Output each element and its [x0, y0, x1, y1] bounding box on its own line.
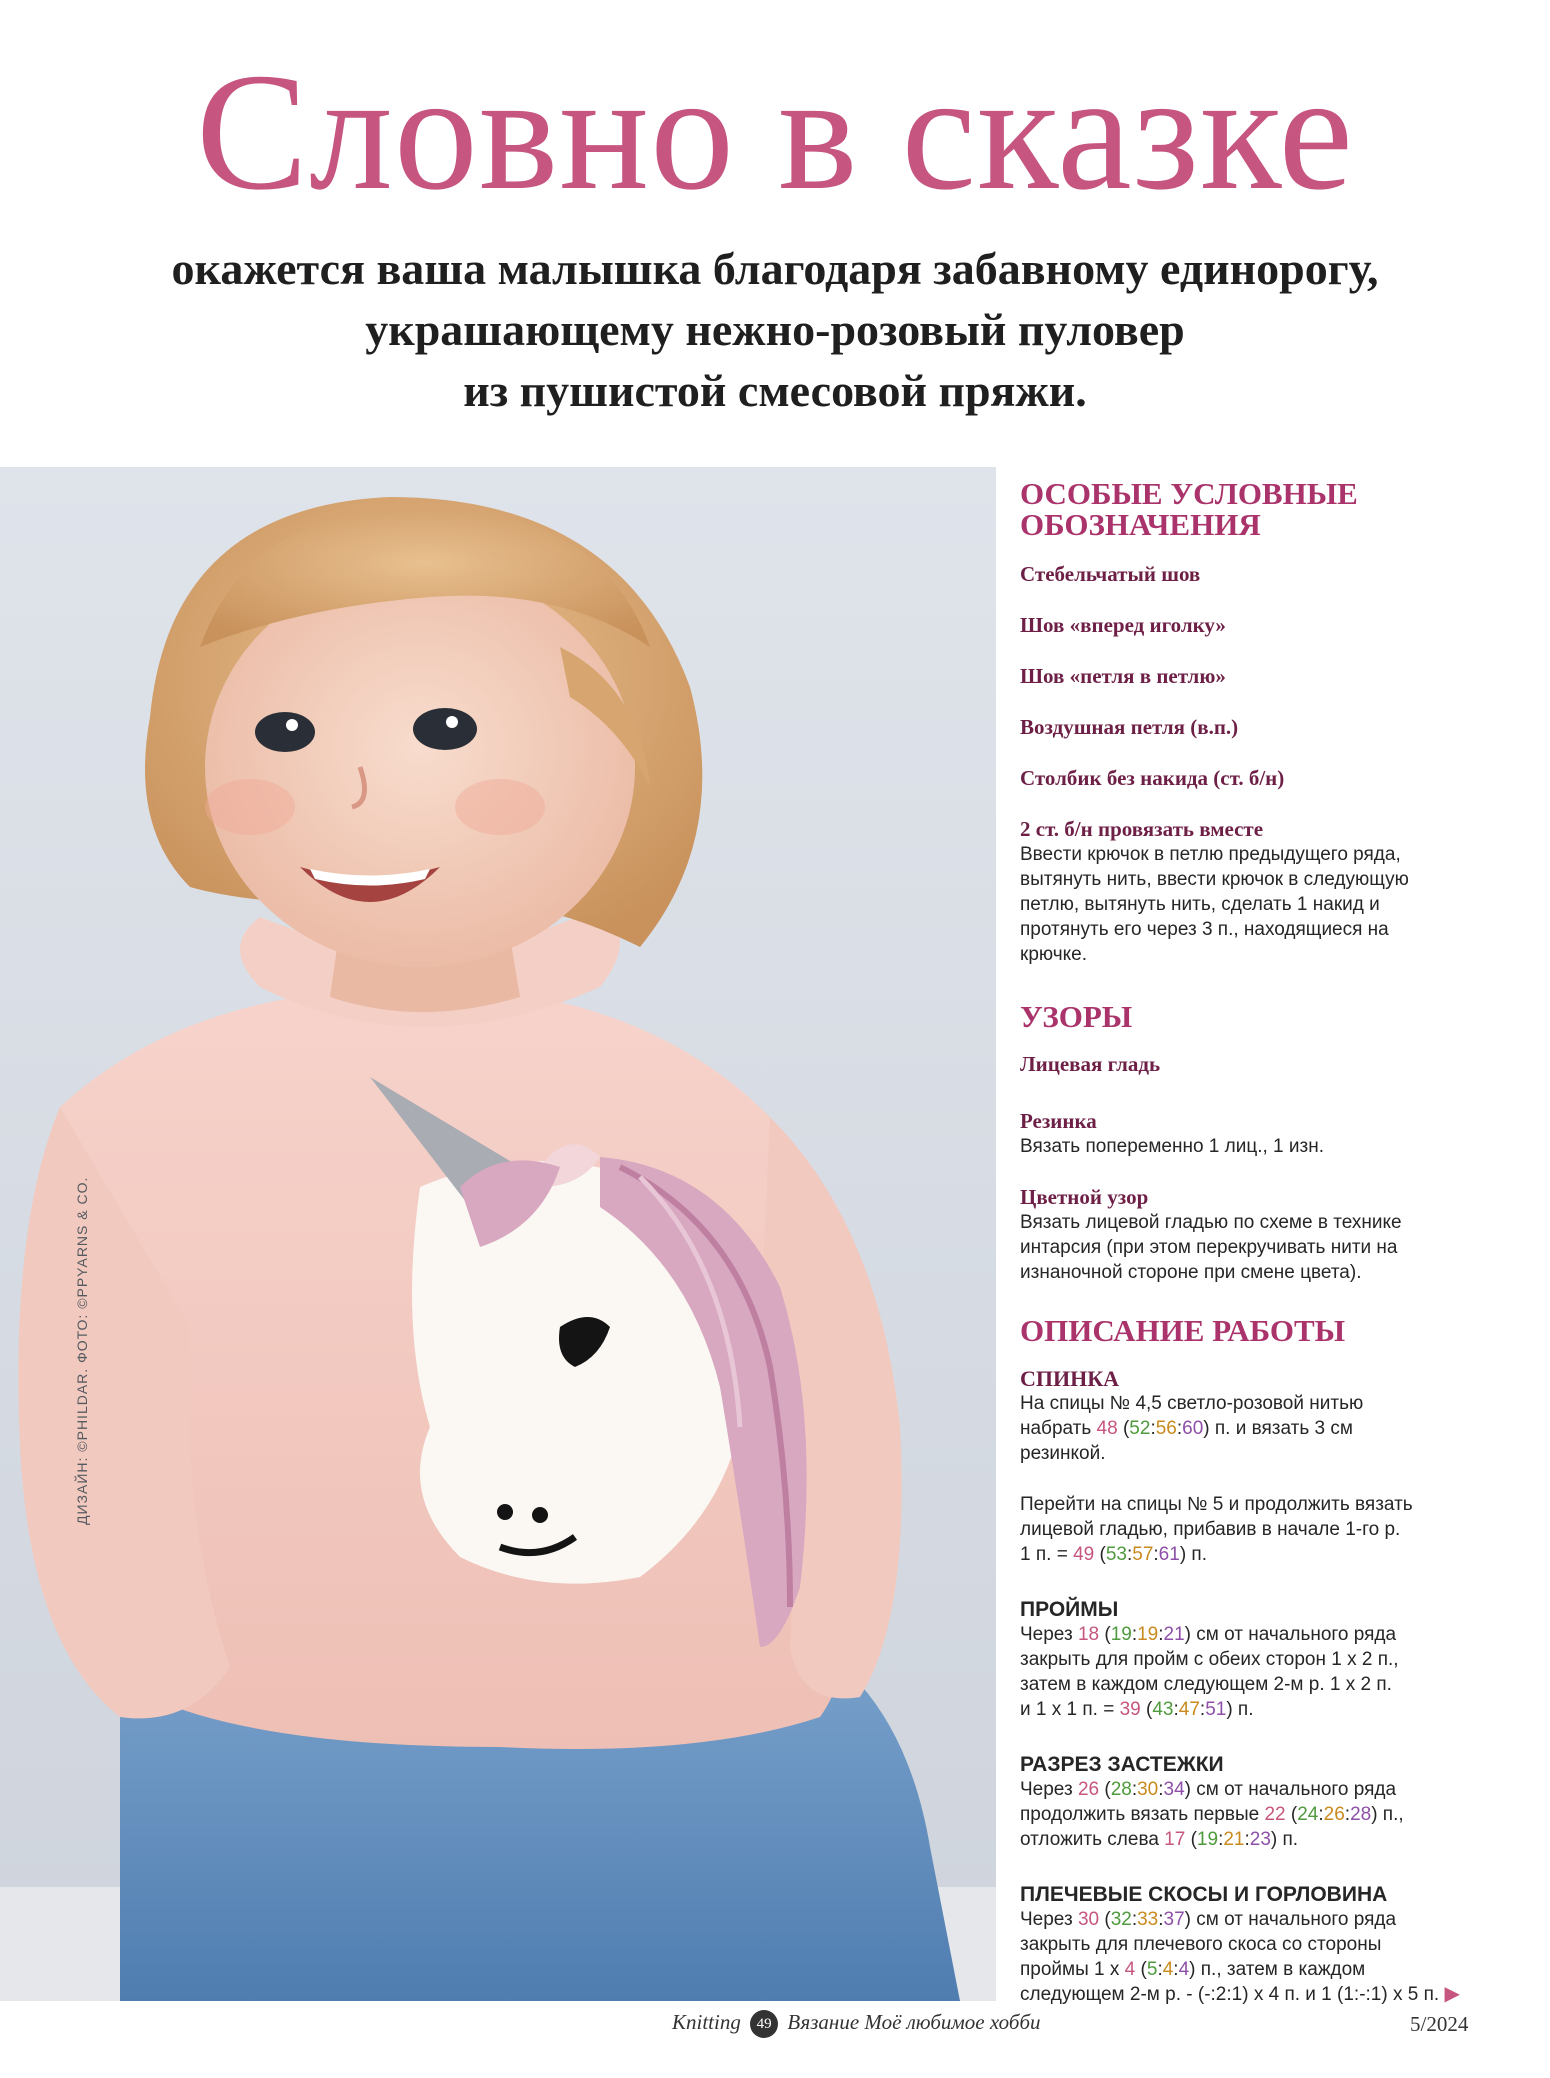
symbols-heading-line: ОСОБЫЕ УСЛОВНЫЕ: [1020, 476, 1358, 511]
size-value: 57: [1132, 1544, 1154, 1565]
size-value: 19: [1110, 1624, 1132, 1645]
photo-credit: ДИЗАЙН: ©PHILDAR. ФОТО: ©PPYARNS & CO.: [74, 1176, 90, 1525]
size-value: 5: [1146, 1959, 1158, 1980]
text-run: проймы 1 х: [1020, 1959, 1125, 1980]
footer-magazine: Вязание Моё любимое хобби: [787, 2010, 1041, 2034]
text-line: набрать 48 (52:56:60) п. и вязать 3 см: [1020, 1418, 1353, 1439]
size-value: 51: [1205, 1699, 1227, 1720]
text-run: следующем 2-м р. - (-:2:1) х 4 п. и 1 (1:-:1) х 5 п.: [1020, 1984, 1440, 2005]
symbol-combo-text: [1020, 842, 1520, 967]
text-line: отложить слева 17 (19:21:23) п.: [1020, 1829, 1299, 1850]
text-line: На спицы № 4,5 светло-розовой нитью: [1020, 1393, 1364, 1414]
text-line: закрыть для пройм с обеих сторон 1 х 2 п.,: [1020, 1649, 1399, 1670]
text-run: ) п.: [1226, 1699, 1254, 1720]
text-line: петлю, вытянуть нить, сделать 1 накид и: [1020, 894, 1380, 915]
text-run: ) п., затем в каждом: [1189, 1959, 1366, 1980]
slit-text: [1020, 1777, 1520, 1852]
text-line: затем в каждом следующем 2-м р. 1 х 2 п.: [1020, 1674, 1392, 1695]
pattern-stockinette: Лицевая гладь: [1020, 1052, 1161, 1076]
text-run: отложить слева: [1020, 1829, 1165, 1850]
text-line: 1 п. = 49 (53:57:61) п.: [1020, 1544, 1207, 1565]
text-line: Через 30 (32:33:37) см от начального ряда: [1020, 1909, 1397, 1930]
text-line: Через 26 (28:30:34) см от начального ряда: [1020, 1779, 1397, 1800]
text-line: вытянуть нить, ввести крючок в следующую: [1020, 869, 1409, 890]
size-value: 56: [1155, 1418, 1177, 1439]
text-line: и 1 х 1 п. = 39 (43:47:51) п.: [1020, 1699, 1254, 1720]
issue-number: 5/2024: [1410, 2012, 1469, 2036]
text-run: набрать: [1020, 1418, 1097, 1439]
page-number: 49: [750, 2010, 778, 2038]
armhole-text: [1020, 1622, 1520, 1722]
text-line: Вязать лицевой гладью по схеме в технике: [1020, 1212, 1402, 1233]
back-title: СПИНКА: [1020, 1366, 1120, 1391]
page-footer: [672, 2010, 1452, 2040]
symbol-item: Воздушная петля (в.п.): [1020, 715, 1239, 739]
size-value: 52: [1129, 1418, 1151, 1439]
size-value: 32: [1110, 1909, 1132, 1930]
symbols-heading-line: ОБОЗНАЧЕНИЯ: [1020, 507, 1261, 542]
size-value: 39: [1119, 1699, 1141, 1720]
symbols-heading: [1020, 478, 1520, 540]
text-line: изнаночной стороне при смене цвета).: [1020, 1262, 1362, 1283]
pattern-color-text: [1020, 1210, 1520, 1285]
symbol-item: Столбик без накида (ст. б/н): [1020, 766, 1285, 790]
subtitle-line: из пушистой смесовой пряжи.: [463, 365, 1087, 416]
patterns-heading: УЗОРЫ: [1020, 999, 1133, 1034]
pattern-rib-title: Резинка: [1020, 1109, 1097, 1133]
child-photo: [0, 467, 996, 2001]
size-value: 21: [1163, 1624, 1185, 1645]
text-line: резинкой.: [1020, 1443, 1106, 1464]
continue-arrow-icon: ▶: [1444, 1983, 1460, 2005]
text-run: 1 п. =: [1020, 1544, 1074, 1565]
size-value: 53: [1105, 1544, 1127, 1565]
size-value: 4: [1178, 1959, 1190, 1980]
size-value: 37: [1163, 1909, 1185, 1930]
size-value: 19: [1196, 1829, 1219, 1850]
pattern-rib-text: Вязать попеременно 1 лиц., 1 изн.: [1020, 1136, 1324, 1157]
subtitle: [0, 238, 1550, 421]
text-run: ) п.,: [1371, 1804, 1404, 1825]
size-value: 28: [1110, 1779, 1132, 1800]
shoulder-title: ПЛЕЧЕВЫЕ СКОСЫ И ГОРЛОВИНА: [1020, 1883, 1388, 1906]
armhole-title: ПРОЙМЫ: [1020, 1598, 1119, 1621]
text-run: и 1 х 1 п. =: [1020, 1699, 1120, 1720]
text-line: продолжить вязать первые 22 (24:26:28) п.,: [1020, 1804, 1404, 1825]
text-run: ) п. и вязать 3 см: [1203, 1418, 1353, 1439]
text-line: крючке.: [1020, 944, 1087, 965]
text-line: лицевой гладью, прибавив в начале 1-го р.: [1020, 1519, 1401, 1540]
size-value: 30: [1077, 1909, 1100, 1930]
size-value: 43: [1152, 1699, 1174, 1720]
size-value: 22: [1264, 1804, 1286, 1825]
text-run: ) см от начального ряда: [1184, 1909, 1397, 1930]
text-line: закрыть для плечевого скоса со стороны: [1020, 1934, 1382, 1955]
text-line: Ввести крючок в петлю предыдущего ряда,: [1020, 844, 1401, 865]
size-value: 33: [1137, 1909, 1159, 1930]
size-value: 30: [1137, 1779, 1159, 1800]
size-value: 49: [1073, 1544, 1095, 1565]
description-heading: ОПИСАНИЕ РАБОТЫ: [1020, 1313, 1346, 1348]
size-value: 21: [1223, 1829, 1245, 1850]
symbol-item: Стебельчатый шов: [1020, 562, 1201, 586]
text-line: [1020, 1982, 1520, 2007]
size-value: 28: [1350, 1804, 1372, 1825]
child-in-unicorn-sweater-illustration: [0, 467, 996, 2001]
text-run: ) п.: [1179, 1544, 1207, 1565]
size-value: 18: [1077, 1624, 1100, 1645]
subtitle-line: окажется ваша малышка благодаря забавному единорогу,: [171, 243, 1379, 294]
text-line: протянуть его через 3 п., находящиеся на: [1020, 919, 1389, 940]
size-value: 4: [1162, 1959, 1174, 1980]
slit-title: РАЗРЕЗ ЗАСТЕЖКИ: [1020, 1753, 1224, 1776]
instructions-column: [1020, 478, 1520, 2007]
text-line: интарсия (при этом перекручивать нити на: [1020, 1237, 1398, 1258]
text-run: ) п.: [1270, 1829, 1299, 1850]
size-value: 23: [1249, 1829, 1271, 1850]
back-paragraph-2: [1020, 1492, 1520, 1567]
size-value: 24: [1297, 1804, 1319, 1825]
text-run: Через: [1020, 1624, 1078, 1645]
text-run: ) см от начального ряда: [1184, 1779, 1397, 1800]
pattern-color-title: Цветной узор: [1020, 1185, 1149, 1209]
size-value: 4: [1124, 1959, 1136, 1980]
size-value: 61: [1158, 1544, 1180, 1565]
text-line: проймы 1 х 4 (5:4:4) п., затем в каждом: [1020, 1959, 1366, 1980]
page-title: Словно в сказке: [195, 39, 1355, 225]
text-run: ) см от начального ряда: [1184, 1624, 1397, 1645]
text-run: Через: [1020, 1779, 1078, 1800]
size-value: 60: [1182, 1418, 1204, 1439]
subtitle-line: украшающему нежно-розовый пуловер: [365, 304, 1185, 355]
size-value: 19: [1137, 1624, 1159, 1645]
size-value: 26: [1323, 1804, 1345, 1825]
size-value: 47: [1178, 1699, 1200, 1720]
text-line: Перейти на спицы № 5 и продолжить вязать: [1020, 1494, 1413, 1515]
text-line: Через 18 (19:19:21) см от начального ряда: [1020, 1624, 1397, 1645]
size-value: 48: [1096, 1418, 1118, 1439]
text-run: Через: [1020, 1909, 1078, 1930]
shoulder-text: [1020, 1907, 1520, 2007]
text-run: продолжить вязать первые: [1020, 1804, 1265, 1825]
size-value: 17: [1164, 1829, 1186, 1850]
symbol-item: Шов «петля в петлю»: [1020, 664, 1226, 688]
size-value: 26: [1077, 1779, 1100, 1800]
footer-brand: Knitting: [672, 2010, 741, 2034]
back-paragraph-1: [1020, 1391, 1520, 1466]
size-value: 34: [1163, 1779, 1185, 1800]
symbol-combo-title: 2 ст. б/н провязать вместе: [1020, 817, 1264, 841]
symbol-item: Шов «вперед иголку»: [1020, 613, 1226, 637]
